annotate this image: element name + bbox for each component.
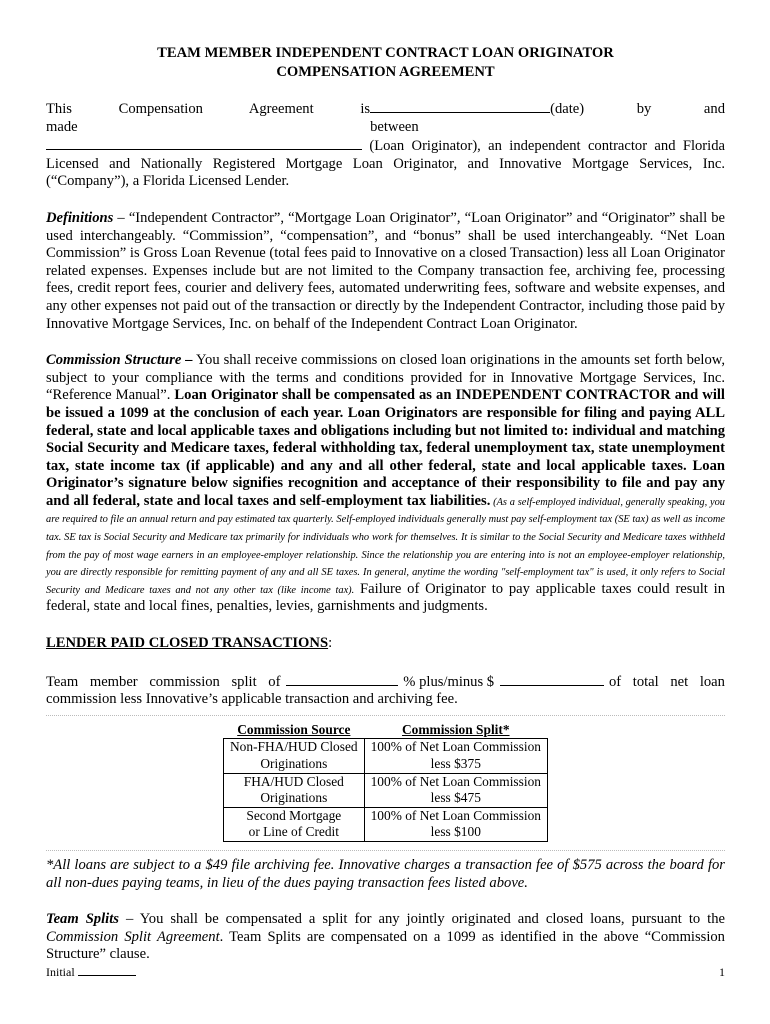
document-title (46, 44, 725, 82)
split-percent-blank[interactable] (286, 672, 398, 686)
cell-text: 100% of Net Loan Commission (370, 807, 541, 823)
commission-structure-label: Commission Structure – (46, 352, 193, 369)
cell-text: less $375 (430, 756, 481, 771)
split-text1: Team member commission split of (46, 673, 281, 690)
split-first-line (46, 672, 725, 692)
table-row (224, 739, 548, 773)
table-cell-source (224, 773, 365, 807)
cell-text: less $475 (430, 790, 481, 806)
document-page (46, 44, 725, 964)
cell-text: Originations (260, 790, 328, 806)
intro-part2: (Loan Originator), an independent contractor and Florida Licensed and Nationally Registered Mortgage Loan Originator, and Innovative Mortgage Services, Inc. (“Company”), a Florida Licensed Lender. (46, 138, 725, 190)
team-splits-paragraph (46, 911, 725, 964)
table-header-split: Commission Split* (402, 721, 510, 737)
definitions-paragraph (46, 210, 725, 333)
table-cell-split (364, 773, 547, 807)
lender-paid-heading-line (46, 635, 725, 653)
title-line-1: TEAM MEMBER INDEPENDENT CONTRACT LOAN ORIGINATOR (157, 45, 614, 61)
split-paragraph (46, 672, 725, 709)
table-cell-split (364, 807, 547, 841)
loan-originator-blank[interactable] (46, 136, 362, 150)
cell-text: 100% of Net Loan Commission (370, 773, 541, 789)
table-row (224, 773, 548, 807)
definitions-text: – “Independent Contractor”, “Mortgage Loan Originator”, “Loan Originator” and “Originator” shall be used interchangeably. “Commission”, “compensation”, and “bonus” shall be used interchangeably. “Net Loan Commission” is Gross Loan Revenue (total fees paid to Innovative on a closed Transaction) less all Loan Originator related expenses. Expenses include but are not limited to the Company transaction fee, archiving fee, processing fees, credit report fees, courier and delivery fees, automated underwriting fees, software and website expenses, and any other expenses not paid out of the transaction or directly by the Independent Contractor, including those paid by Innovative Mortgage Services, Inc. on behalf of the Independent Contract Loan Originator. (46, 209, 725, 332)
team-splits-italic: Commission Split Agreement (46, 928, 220, 945)
cell-text: FHA/HUD Closed (243, 773, 344, 789)
divider (46, 715, 725, 716)
table-header-row (224, 722, 548, 739)
commission-structure-text1: You shall receive commissions on closed loan originations in the amounts set forth below, subject to your compliance with the terms and conditions provided for in Innovative Mortgage Services, Inc. “Reference Manual”. (46, 352, 725, 404)
title-line-2: COMPENSATION AGREEMENT (276, 64, 495, 80)
intro-first-line (46, 99, 725, 136)
intro-part1: This Compensation Agreement is made (46, 101, 371, 135)
commission-structure-text2: Failure of Originator to pay applicable taxes could result in federal, state and local fines, penalties, levies, garnishments and judgments. (46, 580, 726, 615)
page-footer (46, 965, 725, 980)
footnote: *All loans are subject to a $49 file archiving fee. Innovative charges a transaction fee of $575 across the board for all non-dues paying teams, in lieu of the dues paying transaction fees listed above. (46, 856, 725, 891)
team-splits-text2: . Team Splits are compensated on a 1099 as identified in the above “Commission Structure” clause. (46, 928, 725, 963)
cell-text: or Line of Credit (248, 824, 339, 840)
date-label: (date) by and between (370, 101, 725, 135)
cell-text: Originations (260, 756, 328, 771)
split-second-line: commission less Innovative’s applicable transaction and archiving fee. (46, 691, 458, 708)
table-cell-split (364, 739, 547, 773)
lender-paid-colon: : (328, 635, 333, 652)
initial-label: Initial (46, 965, 75, 979)
team-splits-text1: – You shall be compensated a split for any jointly originated and closed loans, pursuant to the (118, 911, 725, 928)
table-cell-source (224, 807, 365, 841)
split-text3-start: of total net loan (608, 673, 725, 690)
definitions-label: Definitions (46, 209, 114, 226)
lender-paid-heading: LENDER PAID CLOSED TRANSACTIONS (46, 635, 329, 652)
commission-table (223, 722, 548, 842)
date-blank[interactable] (370, 99, 550, 113)
split-text2: % plus/minus $ (403, 673, 495, 690)
team-splits-label: Team Splits (46, 911, 119, 928)
cell-text: less $100 (430, 824, 481, 840)
cell-text: Second Mortgage (246, 807, 342, 823)
table-header-source: Commission Source (237, 721, 351, 737)
cell-text: Non-FHA/HUD Closed (230, 739, 358, 755)
self-employment-note: (As a self-employed individual, generally speaking, you are required to file an annual return and pay estimated tax quarterly. Self-employed individuals generally must pay self-employment tax (SE tax) as well as income tax. SE tax is Social Security and Medicare tax primarily for individuals who work for themselves. It is similar to the Social Security and Medicare taxes withheld from the pay of most wage earners in an employee-employer relationship. Since the relationship you are entering into is not an employee-employer relationship, you are directly responsible for remitting payment of any and all SE taxes. In general, anytime the wording "self-employment tax" is used, it only refers to Social Security and Medicare taxes and not any other tax (like income tax). (46, 496, 725, 596)
table-row (224, 807, 548, 841)
intro-paragraph (46, 99, 725, 191)
cell-text: 100% of Net Loan Commission (370, 739, 541, 755)
split-dollar-blank[interactable] (500, 672, 604, 686)
initial-blank[interactable] (78, 965, 136, 976)
commission-structure-paragraph (46, 352, 725, 616)
table-cell-source (224, 739, 365, 773)
divider (46, 850, 725, 851)
page-number: 1 (719, 965, 725, 979)
commission-structure-bold: Loan Originator shall be compensated as an INDEPENDENT CONTRACTOR and will be issued a 1099 at the conclusion of each year. Loan Originators are responsible for filing and paying ALL federal, state and local applicable taxes and obligations including but not limited to: individual and matching Social Security and Medicare taxes, federal withholding tax, federal unemployment tax, state unemployment tax, state income tax (if applicable) and any and all other federal, state and local applicable taxes. Loan Originator’s signature below signifies recognition and acceptance of their responsibility to file and pay any and all federal, state and local taxes and self-employment tax liabilities. (46, 387, 725, 509)
